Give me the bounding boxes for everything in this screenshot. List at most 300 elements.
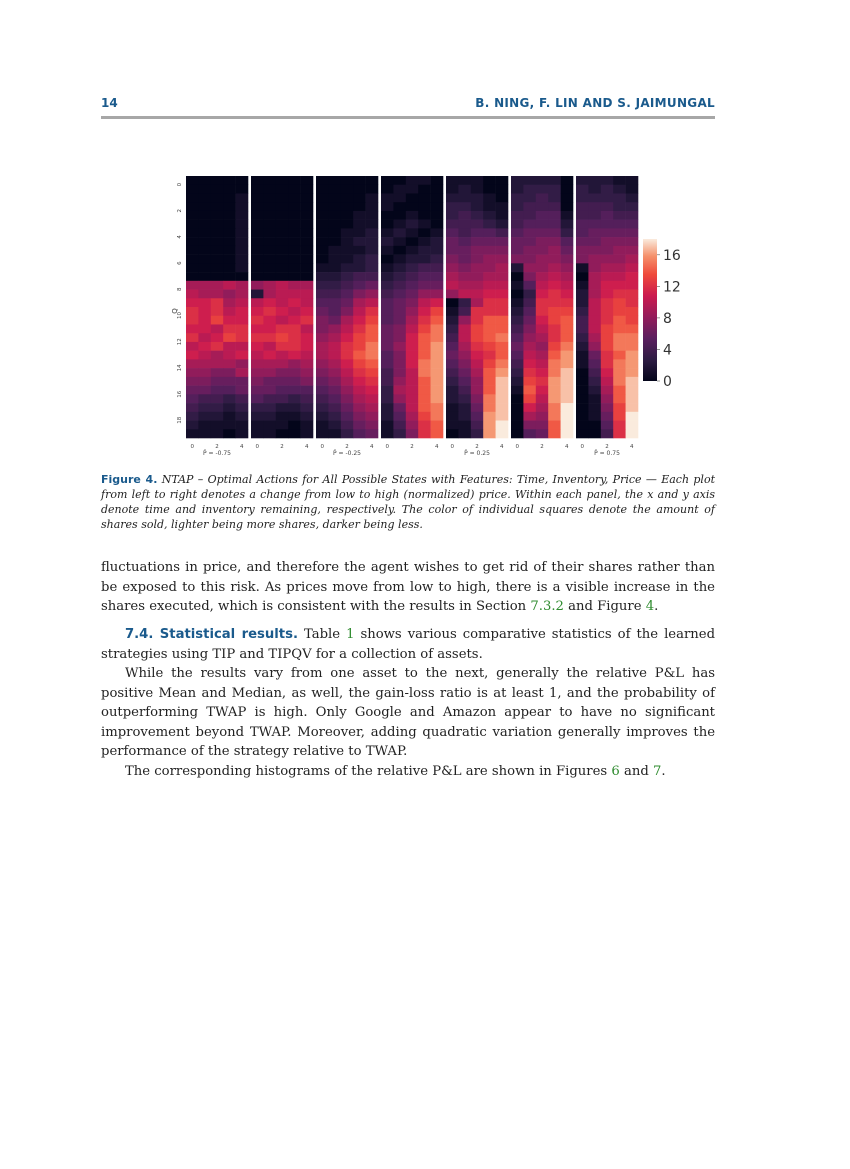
heatmap-cell <box>353 237 366 246</box>
heatmap-cell <box>536 307 549 316</box>
heatmap-cell <box>198 403 211 412</box>
heatmap-cell <box>301 342 314 351</box>
heatmap-cell <box>626 342 639 351</box>
heatmap-cell <box>236 368 249 377</box>
heatmap-cell <box>601 342 614 351</box>
heatmap-cell <box>341 421 354 430</box>
heatmap-cell <box>316 246 329 255</box>
heatmap-cell <box>316 237 329 246</box>
heatmap-cell <box>381 281 394 290</box>
heatmap-cell <box>576 351 589 360</box>
heatmap-cell <box>483 324 496 333</box>
heatmap-cell <box>406 272 419 281</box>
heatmap-cell <box>341 386 354 395</box>
heatmap-cell <box>576 193 589 202</box>
heatmap-cell <box>211 377 224 386</box>
heatmap-cell <box>328 377 341 386</box>
heatmap-cell <box>353 263 366 272</box>
heatmap-cell <box>613 377 626 386</box>
heatmap-cell <box>613 176 626 185</box>
heatmap-cell <box>381 237 394 246</box>
heatmap-cell <box>496 324 509 333</box>
heatmap-cell <box>561 176 574 185</box>
heatmap-cell <box>366 176 379 185</box>
heatmap-cell <box>588 403 601 412</box>
heatmap-cell <box>446 324 459 333</box>
heatmap-cell <box>626 316 639 325</box>
heatmap-cell <box>523 333 536 342</box>
heatmap-cell <box>236 281 249 290</box>
heatmap-cell <box>431 185 444 194</box>
heatmap-cell <box>366 412 379 421</box>
heatmap-cell <box>523 368 536 377</box>
heatmap-cell <box>576 211 589 220</box>
heatmap-cell <box>263 333 276 342</box>
heatmap-cell <box>186 342 199 351</box>
heatmap-cell <box>536 368 549 377</box>
heatmap-cell <box>458 246 471 255</box>
heatmap-cell <box>186 185 199 194</box>
heatmap-cell <box>301 211 314 220</box>
heatmap-cell <box>588 342 601 351</box>
figure6-link[interactable]: 6 <box>611 763 620 779</box>
heatmap-cell <box>381 255 394 264</box>
heatmap-cell <box>588 246 601 255</box>
heatmap-cell <box>263 228 276 237</box>
heatmap-cell <box>418 176 431 185</box>
heatmap-cell <box>186 176 199 185</box>
heatmap-cell <box>288 359 301 368</box>
heatmap-cell <box>263 272 276 281</box>
heatmap-cell <box>483 290 496 299</box>
heatmap-cell <box>511 246 524 255</box>
heatmap-cell <box>353 412 366 421</box>
running-head <box>101 96 715 116</box>
heatmap-cell <box>288 185 301 194</box>
heatmap-cell <box>523 237 536 246</box>
heatmap-cell <box>431 255 444 264</box>
heatmap-cell <box>211 351 224 360</box>
heatmap-cell <box>601 421 614 430</box>
heatmap-cell <box>471 255 484 264</box>
panel-label: P̃ = -0.25 <box>333 450 361 457</box>
heatmap-cell <box>211 272 224 281</box>
heatmap-cell <box>511 185 524 194</box>
y-tick-label: 12 <box>177 338 183 346</box>
heatmap-cell <box>301 307 314 316</box>
x-tick-label: 4 <box>435 444 439 450</box>
heatmap-cell <box>186 403 199 412</box>
heatmap-cell <box>186 211 199 220</box>
heatmap-cell <box>626 185 639 194</box>
heatmap-cell <box>211 290 224 299</box>
heatmap-cell <box>353 272 366 281</box>
heatmap-cell <box>263 412 276 421</box>
heatmap-cell <box>393 272 406 281</box>
heatmap-cell <box>588 351 601 360</box>
heatmap-cell <box>601 202 614 211</box>
heatmap-panel-4 <box>381 176 443 438</box>
heatmap-cell <box>576 246 589 255</box>
heatmap-cell <box>223 263 236 272</box>
panel-label: P̃ = 0.75 <box>594 450 620 457</box>
heatmap-cell <box>458 351 471 360</box>
x-tick-label: 2 <box>345 444 349 450</box>
heatmap-cell <box>471 307 484 316</box>
heatmap-cell <box>561 185 574 194</box>
heatmap-cell <box>576 316 589 325</box>
heatmap-cell <box>471 342 484 351</box>
heatmap-cell <box>548 386 561 395</box>
heatmap-cell <box>288 316 301 325</box>
heatmap-cell <box>366 185 379 194</box>
heatmap-cell <box>186 220 199 229</box>
heatmap-cell <box>236 421 249 430</box>
heatmap-cell <box>576 298 589 307</box>
heatmap-cell <box>548 237 561 246</box>
heatmap-cell <box>548 255 561 264</box>
heatmap-cell <box>406 185 419 194</box>
heatmap-cell <box>328 333 341 342</box>
heatmap-cell <box>186 298 199 307</box>
heatmap-cell <box>198 290 211 299</box>
heatmap-cell <box>198 255 211 264</box>
heatmap-cell <box>276 246 289 255</box>
heatmap-cell <box>328 237 341 246</box>
heatmap-cell <box>381 342 394 351</box>
heatmap-cell <box>418 237 431 246</box>
heatmap-cell <box>471 228 484 237</box>
heatmap-cell <box>328 412 341 421</box>
heatmap-cell <box>236 333 249 342</box>
heatmap-cell <box>511 272 524 281</box>
heatmap-cell <box>496 220 509 229</box>
table-link[interactable]: 1 <box>346 627 355 642</box>
heatmap-cell <box>211 307 224 316</box>
heatmap-cell <box>561 316 574 325</box>
heatmap-cell <box>223 298 236 307</box>
heatmap-cell <box>418 421 431 430</box>
heatmap-cell <box>301 246 314 255</box>
heatmap-cell <box>211 176 224 185</box>
heatmap-cell <box>471 324 484 333</box>
heatmap-cell <box>548 185 561 194</box>
heatmap-cell <box>561 342 574 351</box>
heatmap-cell <box>418 316 431 325</box>
heatmap-cell <box>366 368 379 377</box>
heatmap-cell <box>626 359 639 368</box>
y-tick-label: 14 <box>177 364 183 372</box>
heatmap-cell <box>301 351 314 360</box>
figure-link[interactable]: 4 <box>645 599 655 614</box>
heatmap-cell <box>211 324 224 333</box>
heatmap-cell <box>511 176 524 185</box>
heatmap-cell <box>186 333 199 342</box>
heatmap-cell <box>536 342 549 351</box>
para4-a: The corresponding histograms of the relative P&L are shown in Figures <box>125 763 612 779</box>
heatmap-cell <box>301 202 314 211</box>
body-paragraph-1 <box>101 558 715 617</box>
heatmap-cell <box>263 281 276 290</box>
heatmap-cell <box>276 263 289 272</box>
heatmap-cell <box>236 403 249 412</box>
heatmap-cell <box>458 281 471 290</box>
heatmap-cell <box>626 333 639 342</box>
heatmap-cell <box>471 193 484 202</box>
heatmap-cell <box>406 193 419 202</box>
heatmap-cell <box>548 394 561 403</box>
heatmap-cell <box>626 228 639 237</box>
heatmap-cell <box>523 351 536 360</box>
heatmap-cell <box>251 220 264 229</box>
heatmap-cell <box>496 176 509 185</box>
heatmap-cell <box>548 412 561 421</box>
heatmap-cell <box>328 429 341 438</box>
heatmap-panel-1 <box>186 176 248 438</box>
heatmap-cell <box>511 255 524 264</box>
heatmap-cell <box>511 202 524 211</box>
heatmap-cell <box>406 359 419 368</box>
heatmap-cell <box>198 429 211 438</box>
heatmap-cell <box>223 394 236 403</box>
heatmap-cell <box>406 220 419 229</box>
heatmap-cell <box>471 394 484 403</box>
heatmap-cell <box>186 368 199 377</box>
heatmap-cell <box>523 342 536 351</box>
heatmap-cell <box>366 272 379 281</box>
heatmap-cell <box>561 211 574 220</box>
heatmap-cell <box>381 307 394 316</box>
heatmap-cell <box>276 316 289 325</box>
heatmap-cell <box>483 342 496 351</box>
heatmap-cell <box>458 176 471 185</box>
heatmap-cell <box>211 246 224 255</box>
x-tick-label: 4 <box>565 444 569 450</box>
heatmap-cell <box>431 272 444 281</box>
heatmap-cell <box>366 333 379 342</box>
heatmap-cell <box>198 176 211 185</box>
heatmap-cell <box>511 412 524 421</box>
heatmap-cell <box>393 202 406 211</box>
heatmap-cell <box>301 377 314 386</box>
heatmap-cell <box>588 386 601 395</box>
section-title: 7.4. Statistical results. <box>125 627 298 642</box>
heatmap-cell <box>601 185 614 194</box>
heatmap-cell <box>276 272 289 281</box>
heatmap-cell <box>601 298 614 307</box>
heatmap-cell <box>393 351 406 360</box>
heatmap-cell <box>613 316 626 325</box>
heatmap-cell <box>588 272 601 281</box>
section-link[interactable]: 7.3.2 <box>530 599 564 614</box>
heatmap-cell <box>341 185 354 194</box>
heatmap-cell <box>353 342 366 351</box>
heatmap-cell <box>288 237 301 246</box>
heatmap-cell <box>601 281 614 290</box>
heatmap-cell <box>328 307 341 316</box>
heatmap-cell <box>576 290 589 299</box>
heatmap-cell <box>626 193 639 202</box>
heatmap-cell <box>626 368 639 377</box>
heatmap-cell <box>523 272 536 281</box>
heatmap-cell <box>341 394 354 403</box>
heatmap-cell <box>588 185 601 194</box>
heatmap-cell <box>353 202 366 211</box>
heatmap-cell <box>601 255 614 264</box>
heatmap-cell <box>223 324 236 333</box>
heatmap-cell <box>613 255 626 264</box>
heatmap-cell <box>263 342 276 351</box>
heatmap-cell <box>496 377 509 386</box>
heatmap-cell <box>483 202 496 211</box>
heatmap-cell <box>471 220 484 229</box>
heatmap-cell <box>251 368 264 377</box>
y-tick-label: 16 <box>177 390 183 398</box>
heatmap-cell <box>458 403 471 412</box>
heatmap-cell <box>471 237 484 246</box>
y-tick-label: 2 <box>177 209 183 213</box>
heatmap-cell <box>198 342 211 351</box>
y-tick-label: 8 <box>177 287 183 292</box>
heatmap-cell <box>236 255 249 264</box>
heatmap-cell <box>523 429 536 438</box>
heatmap-cell <box>406 421 419 430</box>
heatmap-cell <box>186 272 199 281</box>
heatmap-cell <box>406 211 419 220</box>
heatmap-cell <box>186 394 199 403</box>
heatmap-cell <box>613 290 626 299</box>
heatmap-cell <box>381 185 394 194</box>
heatmap-cell <box>471 272 484 281</box>
caption-label: Figure 4. <box>101 473 158 486</box>
heatmap-cell <box>458 211 471 220</box>
heatmap-cell <box>341 272 354 281</box>
heatmap-cell <box>288 255 301 264</box>
heatmap-cell <box>353 394 366 403</box>
heatmap-cell <box>496 290 509 299</box>
y-tick-label: 18 <box>177 416 183 424</box>
heatmap-cell <box>431 377 444 386</box>
heatmap-cell <box>263 324 276 333</box>
heatmap-cell <box>223 316 236 325</box>
figure7-link[interactable]: 7 <box>652 763 662 779</box>
heatmap-cell <box>418 281 431 290</box>
heatmap-cell <box>431 211 444 220</box>
heatmap-cell <box>381 263 394 272</box>
heatmap-cell <box>548 228 561 237</box>
heatmap-cell <box>353 403 366 412</box>
heatmap-cell <box>301 272 314 281</box>
heatmap-cell <box>511 263 524 272</box>
heatmap-cell <box>366 359 379 368</box>
heatmap-cell <box>393 394 406 403</box>
heatmap-cell <box>418 228 431 237</box>
heatmap-cell <box>626 211 639 220</box>
heatmap-cell <box>576 421 589 430</box>
heatmap-cell <box>186 386 199 395</box>
heatmap-cell <box>626 421 639 430</box>
heatmap-cell <box>523 412 536 421</box>
heatmap-cell <box>301 290 314 299</box>
heatmap-cell <box>418 193 431 202</box>
heatmap-cell <box>483 403 496 412</box>
heatmap-cell <box>446 412 459 421</box>
heatmap-cell <box>613 333 626 342</box>
heatmap-cell <box>548 377 561 386</box>
heatmap-cell <box>626 263 639 272</box>
heatmap-cell <box>511 421 524 430</box>
heatmap-cell <box>223 421 236 430</box>
heatmap-cell <box>288 342 301 351</box>
heatmap-cell <box>198 220 211 229</box>
heatmap-cell <box>418 255 431 264</box>
heatmap-cell <box>576 333 589 342</box>
heatmap-cell <box>251 412 264 421</box>
heatmap-cell <box>406 394 419 403</box>
heatmap-cell <box>341 403 354 412</box>
heatmap-cell <box>536 246 549 255</box>
heatmap-cell <box>561 246 574 255</box>
heatmap-cell <box>223 237 236 246</box>
heatmap-cell <box>406 324 419 333</box>
heatmap-cell <box>511 333 524 342</box>
heatmap-cell <box>613 193 626 202</box>
heatmap-cell <box>483 228 496 237</box>
heatmap-cell <box>353 377 366 386</box>
heatmap-cell <box>236 237 249 246</box>
heatmap-cell <box>353 211 366 220</box>
heatmap-cell <box>536 237 549 246</box>
heatmap-cell <box>251 193 264 202</box>
para1-mid: and Figure <box>563 599 646 614</box>
heatmap-cell <box>341 316 354 325</box>
heatmap-cell <box>341 290 354 299</box>
heatmap-cell <box>601 394 614 403</box>
colorbar-ticks <box>657 248 681 390</box>
heatmap-cell <box>406 176 419 185</box>
heatmap-cell <box>548 368 561 377</box>
heatmap-cell <box>483 386 496 395</box>
heatmap-cell <box>301 421 314 430</box>
heatmap-cell <box>536 202 549 211</box>
heatmap-cell <box>471 316 484 325</box>
heatmap-cell <box>588 255 601 264</box>
heatmap-cell <box>523 228 536 237</box>
heatmap-cell <box>288 290 301 299</box>
heatmap-cell <box>316 386 329 395</box>
heatmap-cell <box>198 316 211 325</box>
heatmap-cell <box>511 368 524 377</box>
heatmap-cell <box>613 220 626 229</box>
heatmap-cell <box>418 394 431 403</box>
heatmap-cell <box>483 316 496 325</box>
heatmap-cell <box>588 176 601 185</box>
heatmap-cell <box>446 263 459 272</box>
heatmap-cell <box>458 185 471 194</box>
heatmap-cell <box>328 316 341 325</box>
heatmap-cell <box>626 377 639 386</box>
heatmap-cell <box>328 211 341 220</box>
heatmap-cell <box>316 429 329 438</box>
heatmap-cell <box>458 333 471 342</box>
heatmap-cell <box>381 228 394 237</box>
heatmap-cell <box>418 263 431 272</box>
x-tick-label: 2 <box>605 444 609 450</box>
heatmap-cell <box>483 307 496 316</box>
heatmap-cell <box>496 281 509 290</box>
heatmap-panel-7 <box>576 176 638 438</box>
heatmap-cell <box>588 359 601 368</box>
